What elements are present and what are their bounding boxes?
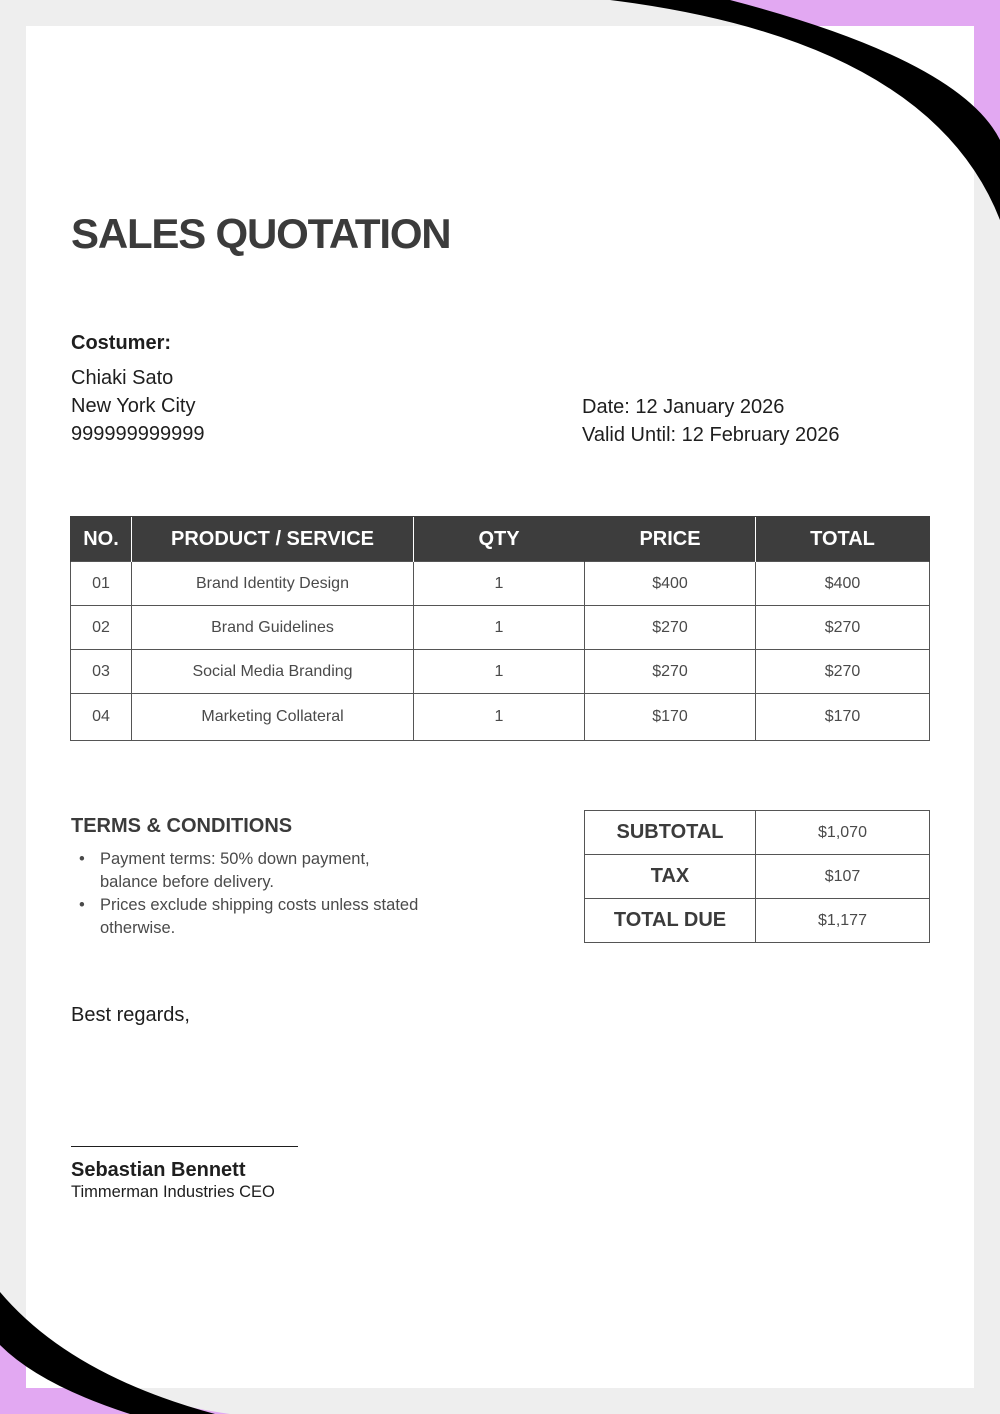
totals-table: [584, 810, 930, 943]
customer-name: Chiaki Sato: [71, 367, 174, 389]
cell-no: 03: [71, 650, 132, 694]
header-price: PRICE: [585, 517, 756, 562]
cell-product: Brand Guidelines: [132, 606, 414, 650]
cell-total: $170: [756, 694, 930, 741]
cell-price: $170: [585, 694, 756, 741]
terms-item: • Prices exclude shipping costs unless stated otherwise.: [100, 894, 430, 940]
quotation-date: Date: 12 January 2026: [582, 396, 785, 418]
terms-list: [71, 848, 430, 940]
cell-product: Brand Identity Design: [132, 562, 414, 606]
terms-title: TERMS & CONDITIONS: [71, 815, 293, 837]
tax-label: TAX: [585, 855, 756, 899]
customer-city: New York City: [71, 395, 196, 417]
customer-label: Costumer:: [71, 332, 172, 354]
cell-qty: 1: [414, 606, 585, 650]
closing-regards: Best regards,: [71, 1004, 190, 1026]
cell-product: Marketing Collateral: [132, 694, 414, 741]
valid-until-date: Valid Until: 12 February 2026: [582, 424, 840, 446]
table-row: [71, 694, 930, 741]
totals-row-tax: [585, 855, 930, 899]
header-qty: QTY: [414, 517, 585, 562]
header-total: TOTAL: [756, 517, 930, 562]
totals-row-subtotal: [585, 811, 930, 855]
tax-value: $107: [756, 855, 930, 899]
cell-price: $270: [585, 606, 756, 650]
header-no: NO.: [71, 517, 132, 562]
cell-no: 02: [71, 606, 132, 650]
cell-total: $400: [756, 562, 930, 606]
totals-row-total-due: [585, 899, 930, 943]
terms-item: • Payment terms: 50% down payment, balance before delivery.: [100, 848, 430, 894]
table-row: [71, 650, 930, 694]
items-table-header: [71, 517, 930, 562]
document-title: SALES QUOTATION: [71, 210, 451, 257]
total-due-label: TOTAL DUE: [585, 899, 756, 943]
cell-no: 04: [71, 694, 132, 741]
signer-title: Timmerman Industries CEO: [71, 1183, 275, 1201]
subtotal-value: $1,070: [756, 811, 930, 855]
table-row: [71, 562, 930, 606]
cell-no: 01: [71, 562, 132, 606]
subtotal-label: SUBTOTAL: [585, 811, 756, 855]
customer-phone: 999999999999: [71, 423, 205, 445]
items-table: [70, 516, 930, 741]
header-product-service: PRODUCT / SERVICE: [132, 517, 414, 562]
cell-total: $270: [756, 650, 930, 694]
cell-price: $270: [585, 650, 756, 694]
cell-qty: 1: [414, 694, 585, 741]
cell-product: Social Media Branding: [132, 650, 414, 694]
cell-qty: 1: [414, 562, 585, 606]
signer-name: Sebastian Bennett: [71, 1159, 246, 1181]
cell-price: $400: [585, 562, 756, 606]
signature-line: [71, 1146, 298, 1147]
total-due-value: $1,177: [756, 899, 930, 943]
cell-total: $270: [756, 606, 930, 650]
table-row: [71, 606, 930, 650]
cell-qty: 1: [414, 650, 585, 694]
